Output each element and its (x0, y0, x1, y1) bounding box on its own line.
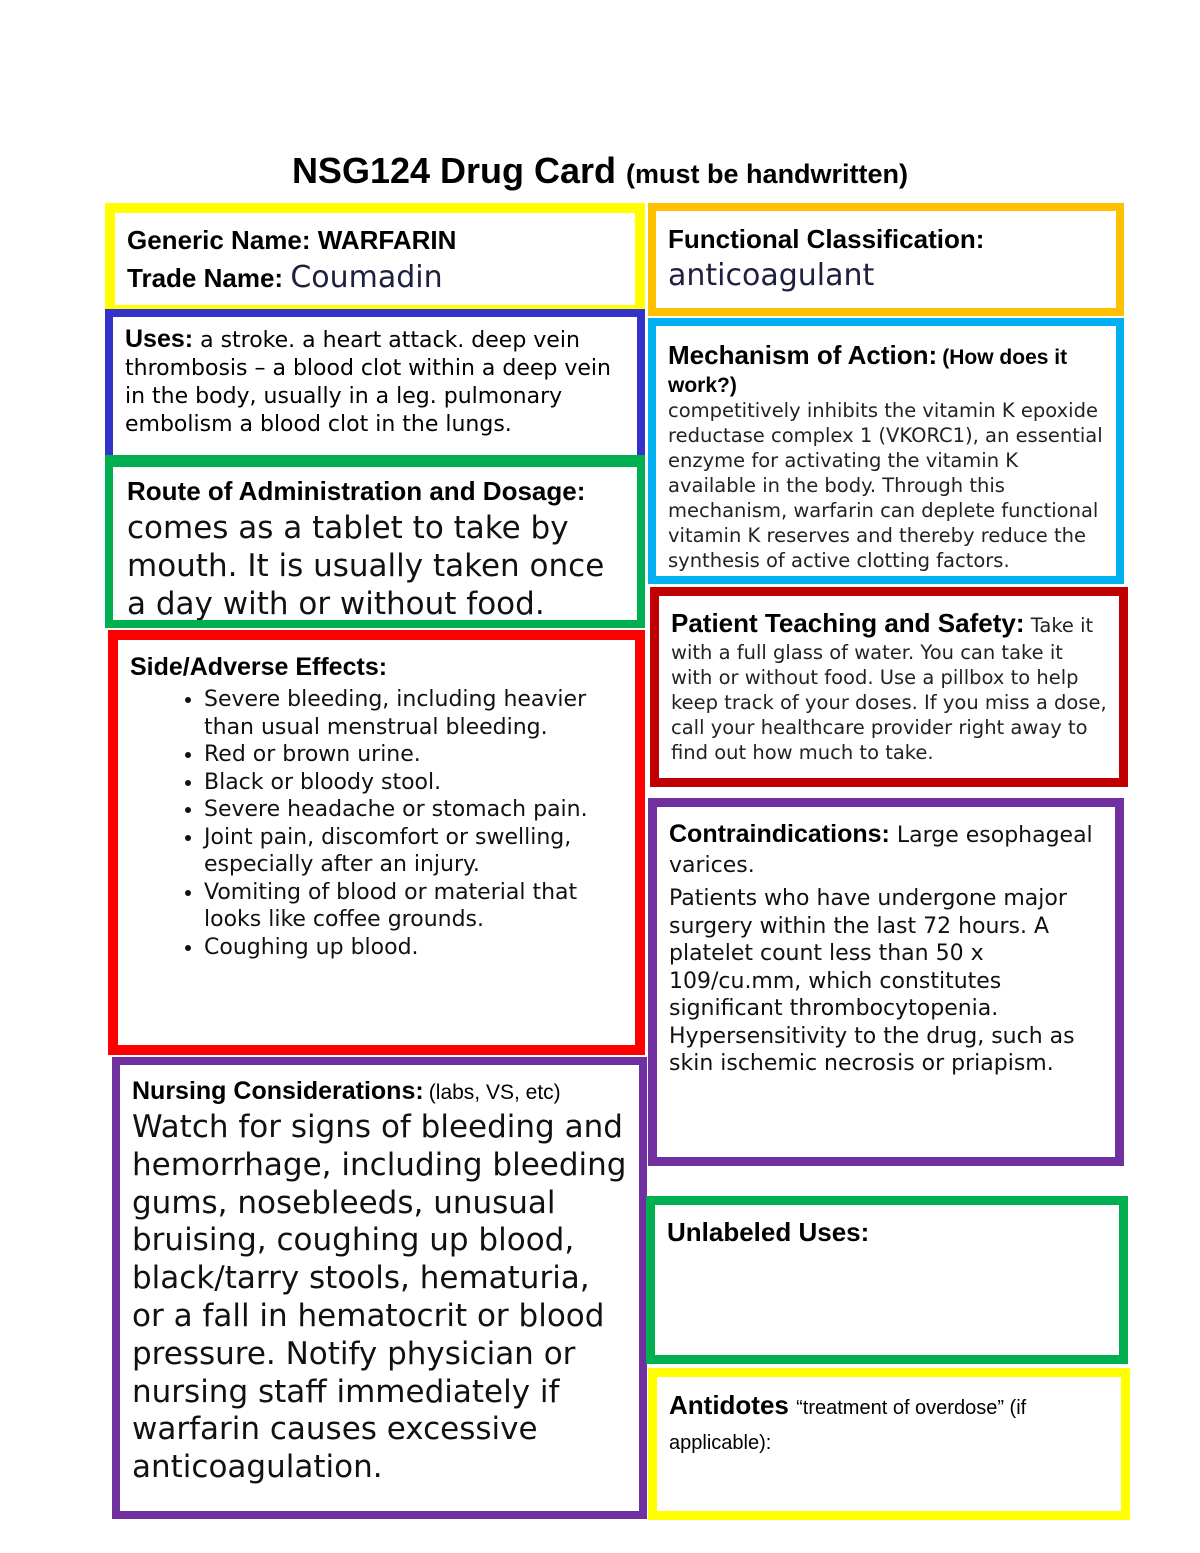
teaching-value: Take it with a full glass of water. You can take it with or without food. Use a pillbox to help keep track of your doses. If you miss a dose, call your healthcare provider right away to find out how much to take. (671, 614, 1107, 764)
mechanism-header (668, 336, 1104, 398)
antidotes-hint: “treatment of overdose” (if applicable): (669, 1397, 1027, 1454)
list-item: • Red or brown urine. (204, 741, 623, 769)
uses-content (125, 325, 625, 439)
contraindications-value-2: Patients who have undergone major surgery within the last 72 hours. A platelet count less than 50 x 109/cu.mm, which constitutes significant thrombocytopenia. Hypersensitivity to the drug, such as skin ischemic necrosis or priapism. (669, 886, 1075, 1076)
page-title (0, 150, 1200, 192)
generic-name-row (127, 221, 623, 259)
card-subtitle: (must be handwritten) (626, 159, 909, 189)
teaching-content (671, 606, 1107, 765)
list-item: • Joint pain, discomfort or swelling, especially after an injury. (204, 824, 623, 879)
nursing-value: Watch for signs of bleeding and hemorrhage, including bleeding gums, nosebleeds, unusual bruising, coughing up blood, black/tarry stools, hematuria, or a fall in hematocrit or blood pressure. Notify physician or nursing staff immediately if warfarin causes excessive anticoagulation. (132, 1109, 627, 1486)
mechanism-hint: (How does it work?) (668, 346, 1068, 397)
list-item: • Vomiting of blood or material that looks like coffee grounds. (204, 879, 623, 934)
trade-name-label: Trade Name: (127, 263, 284, 293)
route-dosage-box (105, 455, 645, 628)
card-title: NSG124 Drug Card (291, 150, 617, 191)
route-dosage-label: Route of Administration and Dosage: (127, 476, 586, 506)
nursing-header (132, 1073, 627, 1109)
contraindications-first (669, 817, 1103, 881)
mechanism-label: Mechanism of Action: (668, 340, 938, 370)
generic-name-value: WARFARIN (317, 225, 457, 255)
side-effects-label: Side/Adverse Effects: (130, 653, 388, 681)
contraindications-box (648, 798, 1124, 1166)
mechanism-value: competitively inhibits the vitamin K epoxide reductase complex 1 (VKORC1), an essential enzyme for activating the vitamin K available in the body. Through this mechanism, warfarin can deplete functional vitamin K reserves and thereby reduce the synthesis of active clotting factors. (668, 399, 1103, 572)
nursing-label: Nursing Considerations: (132, 1077, 424, 1105)
generic-name-label: Generic Name: (127, 225, 311, 255)
teaching-label: Patient Teaching and Safety: (671, 608, 1025, 638)
uses-value: a stroke. a heart attack. deep vein thrombosis – a blood clot within a deep vein in the body, usually in a leg. pulmonary embolism a blood clot in the lungs. (125, 328, 611, 437)
mechanism-of-action-box (648, 318, 1124, 584)
functional-classification-value: anticoagulant (668, 258, 875, 293)
functional-classification-label: Functional Classification: (668, 224, 985, 254)
trade-name-row (127, 259, 623, 297)
generic-name-box (105, 203, 645, 311)
unlabeled-uses-label: Unlabeled Uses: (667, 1217, 870, 1247)
contraindications-value-1: Large esophageal varices. (669, 823, 1093, 878)
antidotes-header (669, 1389, 1109, 1459)
nursing-considerations-box (112, 1057, 647, 1519)
antidotes-label: Antidotes (669, 1390, 789, 1420)
uses-label: Uses: (125, 325, 194, 353)
nursing-hint: (labs, VS, etc) (428, 1081, 561, 1104)
side-effects-list (130, 686, 623, 961)
list-item: • Coughing up blood. (204, 934, 623, 962)
list-item: • Black or bloody stool. (204, 769, 623, 797)
trade-name-value: Coumadin (290, 260, 443, 295)
list-item: • Severe headache or stomach pain. (204, 796, 623, 824)
side-effects-box (108, 630, 645, 1055)
antidotes-box (648, 1368, 1130, 1520)
contraindications-label: Contraindications: (669, 820, 890, 848)
unlabeled-uses-box (646, 1196, 1128, 1364)
functional-classification-box (648, 203, 1124, 316)
route-dosage-value: comes as a tablet to take by mouth. It is usually taken once a day with or without food. (127, 510, 605, 622)
list-item: • Severe bleeding, including heavier than usual menstrual bleeding. (204, 686, 623, 741)
patient-teaching-box (650, 587, 1128, 787)
